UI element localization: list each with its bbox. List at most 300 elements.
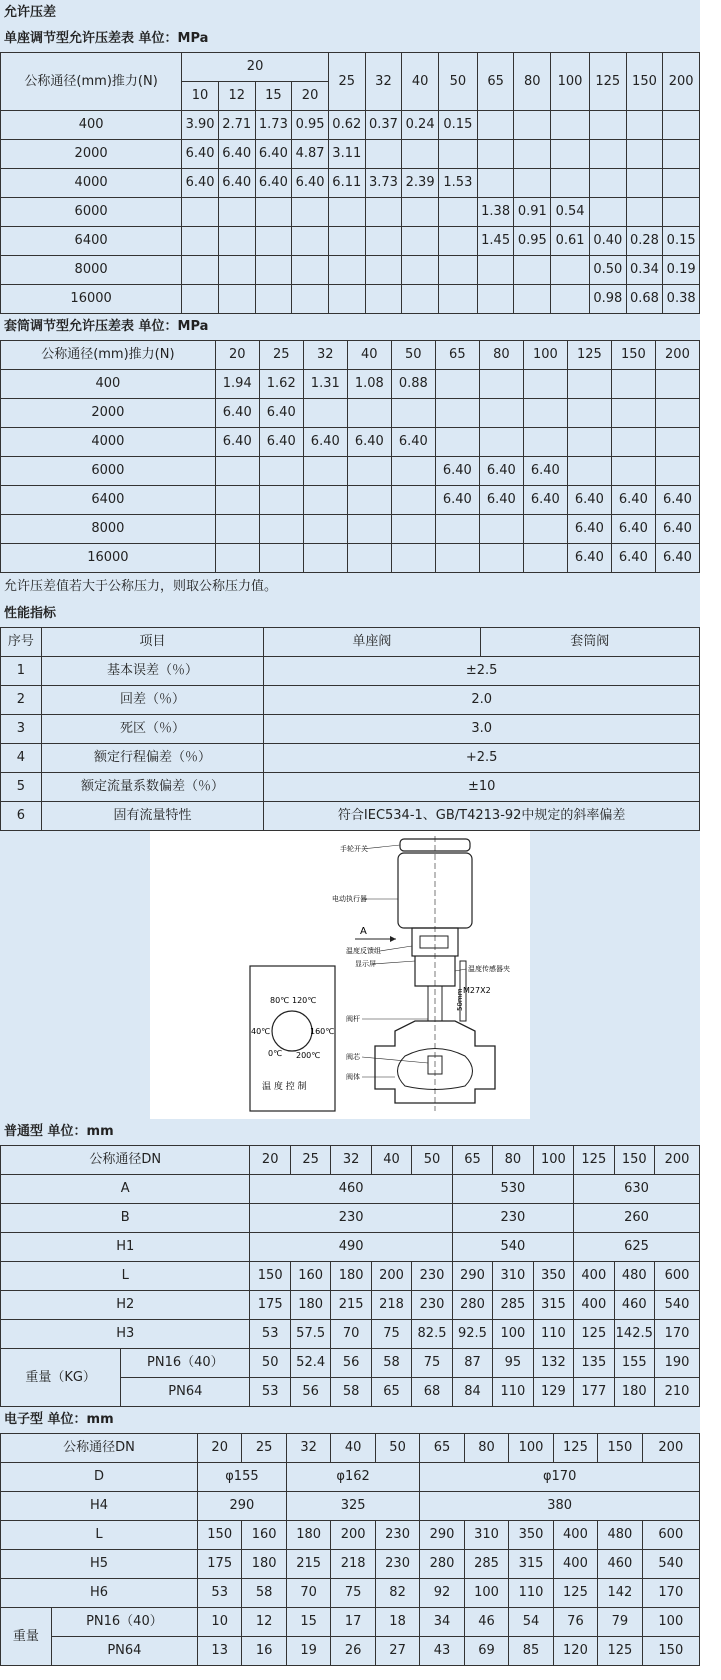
value-cell: 460: [250, 1175, 452, 1204]
value-cell: [611, 399, 655, 428]
value-cell: 56: [331, 1349, 371, 1378]
common-type-title: 普通型 单位：mm: [0, 1119, 700, 1145]
sleeve-pressure-table: [0, 340, 700, 573]
dn-header: 125: [567, 341, 611, 370]
dn-header: 65: [477, 53, 514, 111]
force-cell: 6000: [1, 457, 216, 486]
value-cell: 19: [286, 1637, 330, 1666]
value-cell: 175: [197, 1550, 241, 1579]
electronic-dimension-table: [0, 1433, 700, 1666]
value-cell: [655, 370, 699, 399]
table-row: [1, 399, 700, 428]
value-cell: 6.40: [523, 486, 567, 515]
value-cell: 1.53: [438, 169, 477, 198]
value-cell: 290: [452, 1262, 492, 1291]
value-cell: 12: [242, 1608, 286, 1637]
value-cell: [365, 285, 402, 314]
force-cell: 6000: [1, 198, 182, 227]
value-cell: 1.45: [477, 227, 514, 256]
value-cell: 0.50: [589, 256, 626, 285]
single-seat-pressure-table: [0, 52, 700, 314]
value-cell: [215, 457, 259, 486]
table-row: [1, 1349, 700, 1378]
value-cell: 0.98: [589, 285, 626, 314]
performance-title: 性能指标: [0, 601, 700, 627]
value-cell: [347, 544, 391, 573]
value-cell: [589, 169, 626, 198]
value-cell: 6.40: [435, 457, 479, 486]
value-cell: [402, 227, 439, 256]
value-cell: 46: [464, 1608, 508, 1637]
dial-label-40: 40℃: [251, 1027, 271, 1036]
value-cell: [255, 285, 292, 314]
value-cell: 53: [197, 1579, 241, 1608]
value-cell: 125: [553, 1579, 597, 1608]
value-cell: 400: [553, 1550, 597, 1579]
value-cell: [303, 486, 347, 515]
dn-header: 80: [464, 1434, 508, 1463]
value-cell: +2.5: [264, 744, 700, 773]
dn-header: 20: [250, 1146, 290, 1175]
column-header: 序号: [1, 628, 42, 657]
dn-header: 40: [331, 1434, 375, 1463]
value-cell: 177: [574, 1378, 614, 1407]
header-label: 公称通径DN: [1, 1434, 198, 1463]
dn-header: 200: [655, 341, 699, 370]
row-number: 4: [1, 744, 42, 773]
table-row: [1, 1608, 700, 1637]
value-cell: 180: [290, 1291, 330, 1320]
callout-stem: 阀杆: [346, 1015, 360, 1023]
value-cell: [479, 515, 523, 544]
value-cell: [663, 140, 700, 169]
value-cell: 540: [642, 1550, 699, 1579]
force-cell: 4000: [1, 169, 182, 198]
force-cell: 16000: [1, 544, 216, 573]
table-row: [1, 657, 700, 686]
dial-label-80: 80℃: [270, 996, 290, 1005]
value-cell: 180: [614, 1378, 654, 1407]
dn-header: 80: [493, 1146, 533, 1175]
value-cell: [655, 457, 699, 486]
valve-diagram-svg: [150, 831, 530, 1119]
column-header: 单座阀: [264, 628, 480, 657]
callout-body: 阀体: [346, 1073, 360, 1081]
value-cell: 630: [574, 1175, 700, 1204]
value-cell: [438, 198, 477, 227]
value-cell: 400: [574, 1262, 614, 1291]
dn-header: 25: [242, 1434, 286, 1463]
value-cell: 1.38: [477, 198, 514, 227]
value-cell: [391, 544, 435, 573]
value-cell: [259, 515, 303, 544]
value-cell: [663, 169, 700, 198]
value-cell: 26: [331, 1637, 375, 1666]
value-cell: [303, 399, 347, 428]
value-cell: [391, 399, 435, 428]
electronic-type-title: 电子型 单位：mm: [0, 1407, 700, 1433]
value-cell: 175: [250, 1291, 290, 1320]
row-label: H6: [1, 1579, 198, 1608]
row-label: A: [1, 1175, 250, 1204]
value-cell: 400: [553, 1521, 597, 1550]
value-cell: 18: [375, 1608, 419, 1637]
dn-header: 125: [589, 53, 626, 111]
dn-subheader: 15: [255, 82, 292, 111]
value-cell: [347, 399, 391, 428]
value-cell: [292, 227, 329, 256]
value-cell: 34: [420, 1608, 464, 1637]
value-cell: 600: [642, 1521, 699, 1550]
callout-sensor-clamp: 温度传感器夹: [468, 965, 510, 973]
value-cell: 325: [286, 1492, 419, 1521]
dial-label-0: 0℃: [268, 1049, 283, 1058]
view-arrow-label: A: [360, 926, 367, 937]
value-cell: 87: [452, 1349, 492, 1378]
value-cell: [438, 285, 477, 314]
value-cell: 56: [290, 1378, 330, 1407]
dn-header: 100: [523, 341, 567, 370]
header-label: 公称通径(mm)推力(N): [1, 341, 216, 370]
value-cell: 190: [655, 1349, 700, 1378]
value-cell: [567, 370, 611, 399]
value-cell: [182, 256, 219, 285]
row-label: H3: [1, 1320, 250, 1349]
value-cell: [435, 399, 479, 428]
value-cell: 460: [614, 1291, 654, 1320]
dn-header: 32: [331, 1146, 371, 1175]
value-cell: [402, 285, 439, 314]
value-cell: 218: [371, 1291, 411, 1320]
value-cell: [347, 486, 391, 515]
value-cell: 6.40: [611, 544, 655, 573]
dn-header: 50: [391, 341, 435, 370]
value-cell: 0.95: [292, 111, 329, 140]
value-cell: 170: [655, 1320, 700, 1349]
table-row: [1, 1262, 700, 1291]
force-cell: 400: [1, 111, 182, 140]
value-cell: 6.40: [347, 428, 391, 457]
value-cell: 0.34: [626, 256, 663, 285]
callout-handwheel: 手轮开关: [340, 845, 368, 853]
value-cell: 6.40: [215, 399, 259, 428]
value-cell: 380: [420, 1492, 700, 1521]
value-cell: 110: [509, 1579, 553, 1608]
value-cell: [438, 256, 477, 285]
value-cell: 2.0: [264, 686, 700, 715]
row-label: H1: [1, 1233, 250, 1262]
value-cell: 310: [493, 1262, 533, 1291]
value-cell: 58: [331, 1378, 371, 1407]
value-cell: 68: [412, 1378, 452, 1407]
value-cell: 6.40: [523, 457, 567, 486]
value-cell: 180: [242, 1550, 286, 1579]
value-cell: 1.94: [215, 370, 259, 399]
value-cell: 16: [242, 1637, 286, 1666]
value-cell: [663, 198, 700, 227]
value-cell: 0.91: [514, 198, 551, 227]
value-cell: 75: [371, 1320, 411, 1349]
header-label: 公称通径(mm)推力(N): [1, 53, 182, 111]
dn-header: 32: [286, 1434, 330, 1463]
value-cell: 6.40: [655, 544, 699, 573]
value-cell: [477, 169, 514, 198]
item-cell: 基本误差（％）: [41, 657, 264, 686]
value-cell: 2.71: [218, 111, 255, 140]
force-cell: 2000: [1, 399, 216, 428]
value-cell: [567, 457, 611, 486]
force-cell: 6400: [1, 227, 182, 256]
value-cell: 0.28: [626, 227, 663, 256]
value-cell: [303, 457, 347, 486]
force-cell: 8000: [1, 515, 216, 544]
value-cell: [479, 399, 523, 428]
value-cell: [589, 111, 626, 140]
value-cell: 490: [250, 1233, 452, 1262]
value-cell: 0.19: [663, 256, 700, 285]
dn-header: 50: [438, 53, 477, 111]
dn-header: 100: [533, 1146, 573, 1175]
value-cell: 1.31: [303, 370, 347, 399]
value-cell: 92.5: [452, 1320, 492, 1349]
value-cell: 符合IEC534-1、GB/T4213-92中规定的斜率偏差: [264, 802, 700, 831]
row-label: PN64: [121, 1378, 250, 1407]
column-header: 项目: [41, 628, 264, 657]
callout-actuator: 电动执行器: [332, 895, 367, 903]
value-cell: [479, 428, 523, 457]
value-cell: 480: [614, 1262, 654, 1291]
table-row: [1, 744, 700, 773]
value-cell: 6.40: [218, 140, 255, 169]
value-cell: 53: [250, 1320, 290, 1349]
value-cell: [218, 285, 255, 314]
sleeve-table-title: 套筒调节型允许压差表 单位：MPa: [0, 314, 700, 340]
row-number: 2: [1, 686, 42, 715]
value-cell: 230: [375, 1521, 419, 1550]
row-label: H2: [1, 1291, 250, 1320]
value-cell: 70: [286, 1579, 330, 1608]
value-cell: 70: [331, 1320, 371, 1349]
value-cell: 0.24: [402, 111, 439, 140]
value-cell: 530: [452, 1175, 573, 1204]
value-cell: 6.40: [567, 515, 611, 544]
dn-header: 25: [290, 1146, 330, 1175]
value-cell: φ155: [197, 1463, 286, 1492]
value-cell: 6.40: [292, 169, 329, 198]
value-cell: 6.40: [567, 486, 611, 515]
dn-header: 20: [197, 1434, 241, 1463]
value-cell: 4.87: [292, 140, 329, 169]
value-cell: [567, 399, 611, 428]
value-cell: 285: [493, 1291, 533, 1320]
value-cell: 160: [290, 1262, 330, 1291]
value-cell: 53: [250, 1378, 290, 1407]
value-cell: 215: [286, 1550, 330, 1579]
value-cell: [303, 544, 347, 573]
item-cell: 固有流量特性: [41, 802, 264, 831]
value-cell: 218: [331, 1550, 375, 1579]
value-cell: [292, 285, 329, 314]
value-cell: 65: [371, 1378, 411, 1407]
value-cell: [551, 111, 590, 140]
value-cell: [328, 256, 365, 285]
value-cell: [438, 227, 477, 256]
value-cell: 79: [598, 1608, 642, 1637]
dn-header: 100: [551, 53, 590, 111]
dn-subheader: 20: [292, 82, 329, 111]
value-cell: [347, 515, 391, 544]
value-cell: 230: [452, 1204, 573, 1233]
table-row: [1, 285, 700, 314]
dn-subheader: 12: [218, 82, 255, 111]
value-cell: [259, 544, 303, 573]
value-cell: 84: [452, 1378, 492, 1407]
value-cell: [259, 486, 303, 515]
row-number: 1: [1, 657, 42, 686]
performance-table: [0, 627, 700, 831]
value-cell: [218, 198, 255, 227]
value-cell: 6.40: [182, 140, 219, 169]
table-row: [1, 370, 700, 399]
value-cell: [567, 428, 611, 457]
value-cell: 120: [553, 1637, 597, 1666]
value-cell: [611, 428, 655, 457]
value-cell: 17: [331, 1608, 375, 1637]
dn-header: 32: [365, 53, 402, 111]
value-cell: 6.40: [218, 169, 255, 198]
value-cell: [391, 515, 435, 544]
row-label: PN64: [51, 1637, 197, 1666]
value-cell: 75: [331, 1579, 375, 1608]
value-cell: 170: [642, 1579, 699, 1608]
dn-header: 25: [328, 53, 365, 111]
value-cell: 210: [655, 1378, 700, 1407]
value-cell: φ162: [286, 1463, 419, 1492]
value-cell: 57.5: [290, 1320, 330, 1349]
table-row: [1, 457, 700, 486]
value-cell: [292, 198, 329, 227]
table-row: [1, 1463, 700, 1492]
value-cell: 6.40: [611, 486, 655, 515]
value-cell: 600: [655, 1262, 700, 1291]
value-cell: 10: [197, 1608, 241, 1637]
value-cell: 58: [242, 1579, 286, 1608]
value-cell: 92: [420, 1579, 464, 1608]
table-row: [1, 428, 700, 457]
value-cell: 1.73: [255, 111, 292, 140]
value-cell: [402, 140, 439, 169]
dn-header: 125: [553, 1434, 597, 1463]
value-cell: 260: [574, 1204, 700, 1233]
row-label: B: [1, 1204, 250, 1233]
value-cell: [391, 457, 435, 486]
dn-header: 150: [626, 53, 663, 111]
item-cell: 死区（％）: [41, 715, 264, 744]
value-cell: 290: [420, 1521, 464, 1550]
value-cell: [626, 169, 663, 198]
value-cell: [259, 457, 303, 486]
value-cell: [255, 256, 292, 285]
value-cell: ±10: [264, 773, 700, 802]
value-cell: 625: [574, 1233, 700, 1262]
dn-header: 200: [655, 1146, 700, 1175]
value-cell: [347, 457, 391, 486]
dn-header: 20: [215, 341, 259, 370]
value-cell: [514, 285, 551, 314]
value-cell: 155: [614, 1349, 654, 1378]
value-cell: 58: [371, 1349, 411, 1378]
value-cell: 200: [331, 1521, 375, 1550]
value-cell: 100: [493, 1320, 533, 1349]
value-cell: [182, 198, 219, 227]
dn-header: 125: [574, 1146, 614, 1175]
value-cell: [435, 428, 479, 457]
value-cell: 129: [533, 1378, 573, 1407]
value-cell: 125: [598, 1637, 642, 1666]
row-label: PN16（40）: [51, 1608, 197, 1637]
table-row: [1, 1579, 700, 1608]
value-cell: 1.08: [347, 370, 391, 399]
pressure-note: 允许压差值若大于公称压力，则取公称压力值。: [0, 573, 700, 601]
value-cell: [218, 227, 255, 256]
value-cell: [402, 198, 439, 227]
value-cell: 6.40: [479, 457, 523, 486]
value-cell: [551, 140, 590, 169]
value-cell: 0.62: [328, 111, 365, 140]
table-row: [1, 773, 700, 802]
value-cell: [391, 486, 435, 515]
value-cell: 6.40: [255, 169, 292, 198]
value-cell: 27: [375, 1637, 419, 1666]
value-cell: 3.0: [264, 715, 700, 744]
callout-plug: 阀芯: [346, 1053, 360, 1061]
dn-header: 40: [371, 1146, 411, 1175]
value-cell: [365, 198, 402, 227]
dial-label-160: 160℃: [310, 1027, 335, 1036]
value-cell: [303, 515, 347, 544]
force-cell: 4000: [1, 428, 216, 457]
value-cell: 95: [493, 1349, 533, 1378]
value-cell: [663, 111, 700, 140]
table-row: [1, 1233, 700, 1262]
weight-label: 重量: [1, 1608, 52, 1666]
column-header: 套筒阀: [480, 628, 699, 657]
value-cell: [215, 544, 259, 573]
value-cell: [626, 140, 663, 169]
value-cell: 0.15: [438, 111, 477, 140]
value-cell: 6.40: [435, 486, 479, 515]
table-row: [1, 140, 700, 169]
row-number: 3: [1, 715, 42, 744]
value-cell: [328, 198, 365, 227]
value-cell: 13: [197, 1637, 241, 1666]
single-seat-table-title: 单座调节型允许压差表 单位：MPa: [0, 26, 700, 52]
table-row: [1, 256, 700, 285]
value-cell: [479, 544, 523, 573]
value-cell: 350: [533, 1262, 573, 1291]
value-cell: 180: [331, 1262, 371, 1291]
dn-header: 150: [598, 1434, 642, 1463]
value-cell: 480: [598, 1521, 642, 1550]
value-cell: [477, 285, 514, 314]
value-cell: 6.40: [655, 486, 699, 515]
dn-header: 20: [182, 53, 329, 82]
value-cell: ±2.5: [264, 657, 700, 686]
dn-header: 32: [303, 341, 347, 370]
value-cell: 0.61: [551, 227, 590, 256]
value-cell: [611, 457, 655, 486]
value-cell: 280: [420, 1550, 464, 1579]
